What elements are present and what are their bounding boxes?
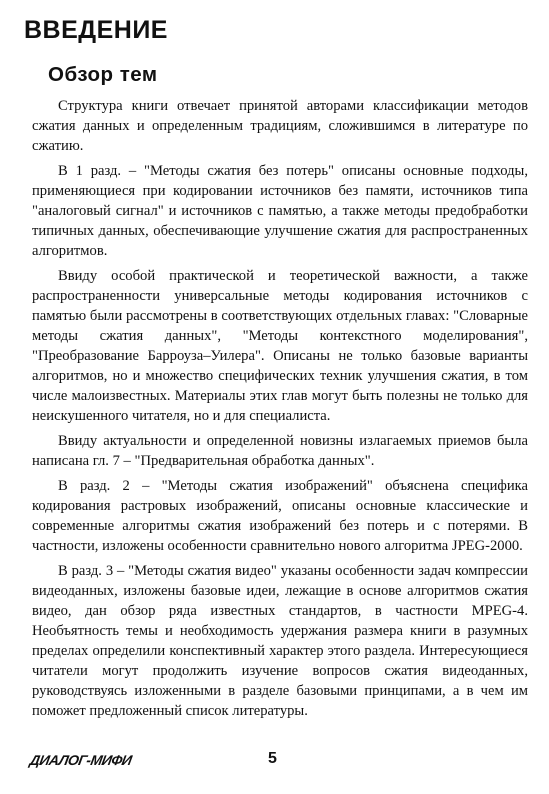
paragraph: В разд. 2 – "Методы сжатия изображений" объяснена специфика кодирования растровых изображений, описаны основные классические и современные алгоритмы сжатия изображений без потерь и с потерями. В частности, изложены особенности сравнительно нового алгоритма JPEG-2000. xyxy=(32,478,528,554)
paragraph: Ввиду актуальности и определенной новизны излагаемых приемов была написана гл. 7 – "Предварительная обработка данных". xyxy=(32,433,528,469)
paragraph: В 1 разд. – "Методы сжатия без потерь" описаны основные подходы, применяющиеся при кодировании источников без памяти, источников типа "аналоговый сигнал" и источников с памятью, а также методы предобработки типичных данных, обеспечивающие улучшение сжатия для распространенных алгоритмов. xyxy=(32,163,528,259)
paragraph: В разд. 3 – "Методы сжатия видео" указаны особенности задач компрессии видеоданных, изложены базовые идеи, лежащие в основе алгоритмов сжатия видео, дан обзор ряда известных стандартов, в частности MPEG-4. Необъятность темы и необходимость удержания размера книги в разумных пределах определили конспективный характер этого раздела. Интересующиеся читатели могут продолжить изучение вопросов сжатия видеоданных, руководствуясь изложенными в разделе базовыми принципами, а в чем им поможет предложенный список литературы. xyxy=(32,563,528,719)
paragraph: Структура книги отвечает принятой авторами классификации методов сжатия данных и определенным традициям, сложившимся в литературе по сжатию. xyxy=(32,98,528,154)
chapter-title: ВВЕДЕНИЕ xyxy=(24,16,168,44)
paragraph: Ввиду особой практической и теоретической важности, а также распространенности универсальные методы кодирования источников с памятью были рассмотрены в соответствующих отдельных главах: "Словарные методы сжатия данных", "Методы контекстного моделирования", "Преобразование Барроуза–Уилера". Описаны не только базовые варианты алгоритмов, но и множество специфических техник улучшения сжатия, в том числе малоизвестных. Материалы этих глав могут быть полезны не только для неискушенного читателя, но и для специалиста. xyxy=(32,268,528,424)
publisher-logo: ДИАЛОГ-МИФИ xyxy=(28,752,133,768)
page-number: 5 xyxy=(268,750,277,767)
section-title: Обзор тем xyxy=(48,63,158,86)
body-text xyxy=(32,96,528,726)
